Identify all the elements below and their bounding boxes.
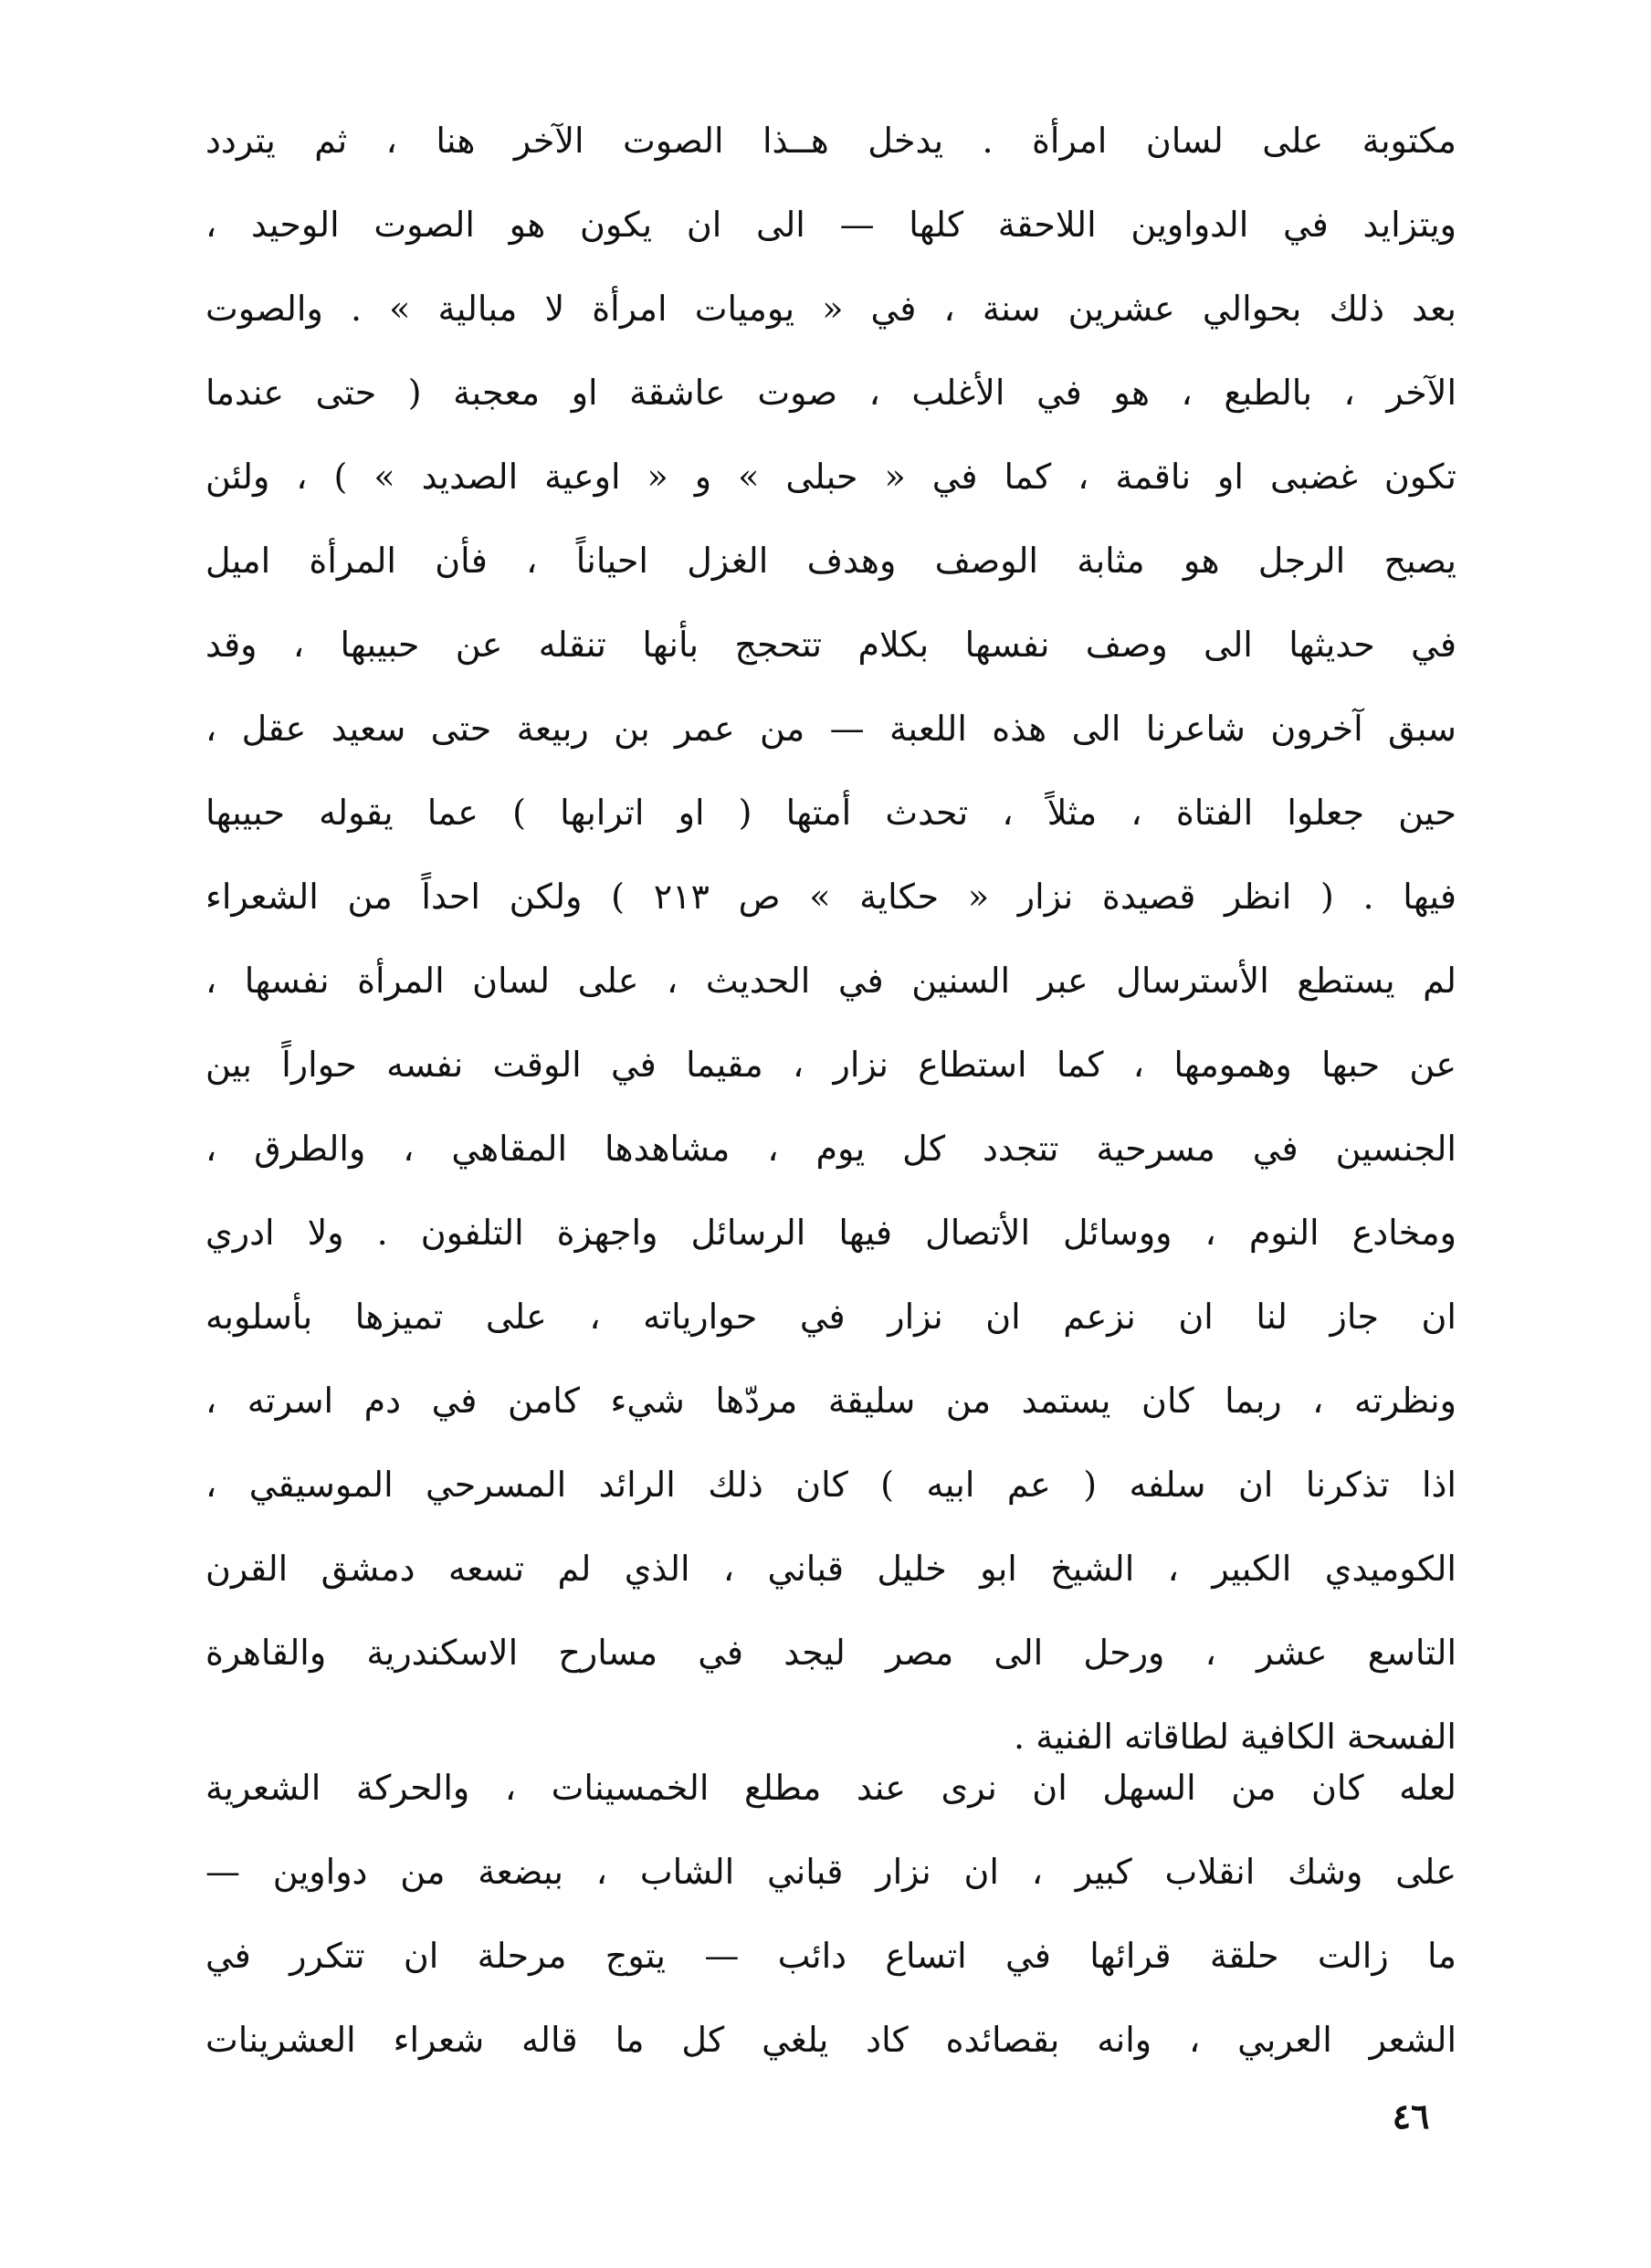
text-line: ويتزايد في الدواوين اللاحقة كلها — الى ان يكون هو الصوت الوحيد ، (205, 205, 1456, 245)
text-line: ما زالت حلقة قرائها في اتساع دائب — يتوج مرحلة ان تتكرر في (205, 1936, 1456, 1976)
text-line: على وشك انقلاب كبير ، ان نزار قباني الشاب ، ببضعة من دواوين — (205, 1852, 1456, 1892)
text-line: بعد ذلك بحوالي عشرين سنة ، في « يوميات امرأة لا مبالية » . والصوت (205, 289, 1456, 329)
text-line: فيها . ( انظر قصيدة نزار « حكاية » ص ٢١٣ ) ولكن احداً من الشعراء (205, 877, 1456, 917)
text-line: يصبح الرجل هو مثابة الوصف وهدف الغزل احياناً ، فأن المرأة اميل (205, 541, 1456, 581)
text-line: ونظرته ، ربما كان يستمد من سليقة مردّها شيء كامن في دم اسرته ، (205, 1381, 1456, 1421)
text-line: الفسحة الكافية لطاقاته الفنية . (1014, 1717, 1456, 1757)
text-line: عن حبها وهمومها ، كما استطاع نزار ، مقيما في الوقت نفسه حواراً بين (205, 1045, 1456, 1085)
text-line: مكتوبة على لسان امرأة . يدخل هــذا الصوت الآخر هنا ، ثم يتردد (205, 121, 1456, 161)
text-line: الآخر ، بالطبع ، هو في الأغلب ، صوت عاشقة او معجبة ( حتى عندما (205, 373, 1456, 413)
text-line: تكون غضبى او ناقمة ، كما في « حبلى » و « اوعية الصديد » ) ، ولئن (205, 457, 1456, 497)
text-line: حين جعلوا الفتاة ، مثلاً ، تحدث أمتها ( او اترابها ) عما يقوله حبيبها (205, 793, 1456, 833)
text-line: التاسع عشر ، ورحل الى مصر ليجد في مسارح الاسكندرية والقاهرة (205, 1633, 1456, 1673)
paragraph-1 (205, 99, 1456, 1779)
text-line: الكوميدي الكبير ، الشيخ ابو خليل قباني ، الذي لم تسعه دمشق القرن (205, 1549, 1456, 1589)
paragraph-2 (205, 1746, 1456, 2082)
page-number: ٤٦ (1392, 2095, 1430, 2137)
text-line: في حديثها الى وصف نفسها بكلام تتحجج بأنها تنقله عن حبيبها ، وقد (205, 625, 1456, 665)
text-line: سبق آخرون شاعرنا الى هذه اللعبة — من عمر بن ربيعة حتى سعيد عقل ، (205, 709, 1456, 749)
text-line: لعله كان من السهل ان نرى عند مطلع الخمسينات ، والحركة الشعرية (205, 1768, 1456, 1808)
text-line: ومخادع النوم ، ووسائل الأتصال فيها الرسائل واجهزة التلفون . ولا ادري (205, 1213, 1456, 1253)
text-line: الجنسين في مسرحية تتجدد كل يوم ، مشاهدها المقاهي ، والطرق ، (205, 1129, 1456, 1169)
text-line: اذا تذكرنا ان سلفه ( عم ابيه ) كان ذلك الرائد المسرحي الموسيقي ، (205, 1465, 1456, 1505)
text-line: ان جاز لنا ان نزعم ان نزار في حوارياته ، على تميزها بأسلوبه (205, 1297, 1456, 1337)
text-line: الشعر العربي ، وانه بقصائده كاد يلغي كل ما قاله شعراء العشرينات (205, 2020, 1456, 2060)
text-line: لم يستطع الأسترسال عبر السنين في الحديث ، على لسان المرأة نفسها ، (205, 961, 1456, 1001)
